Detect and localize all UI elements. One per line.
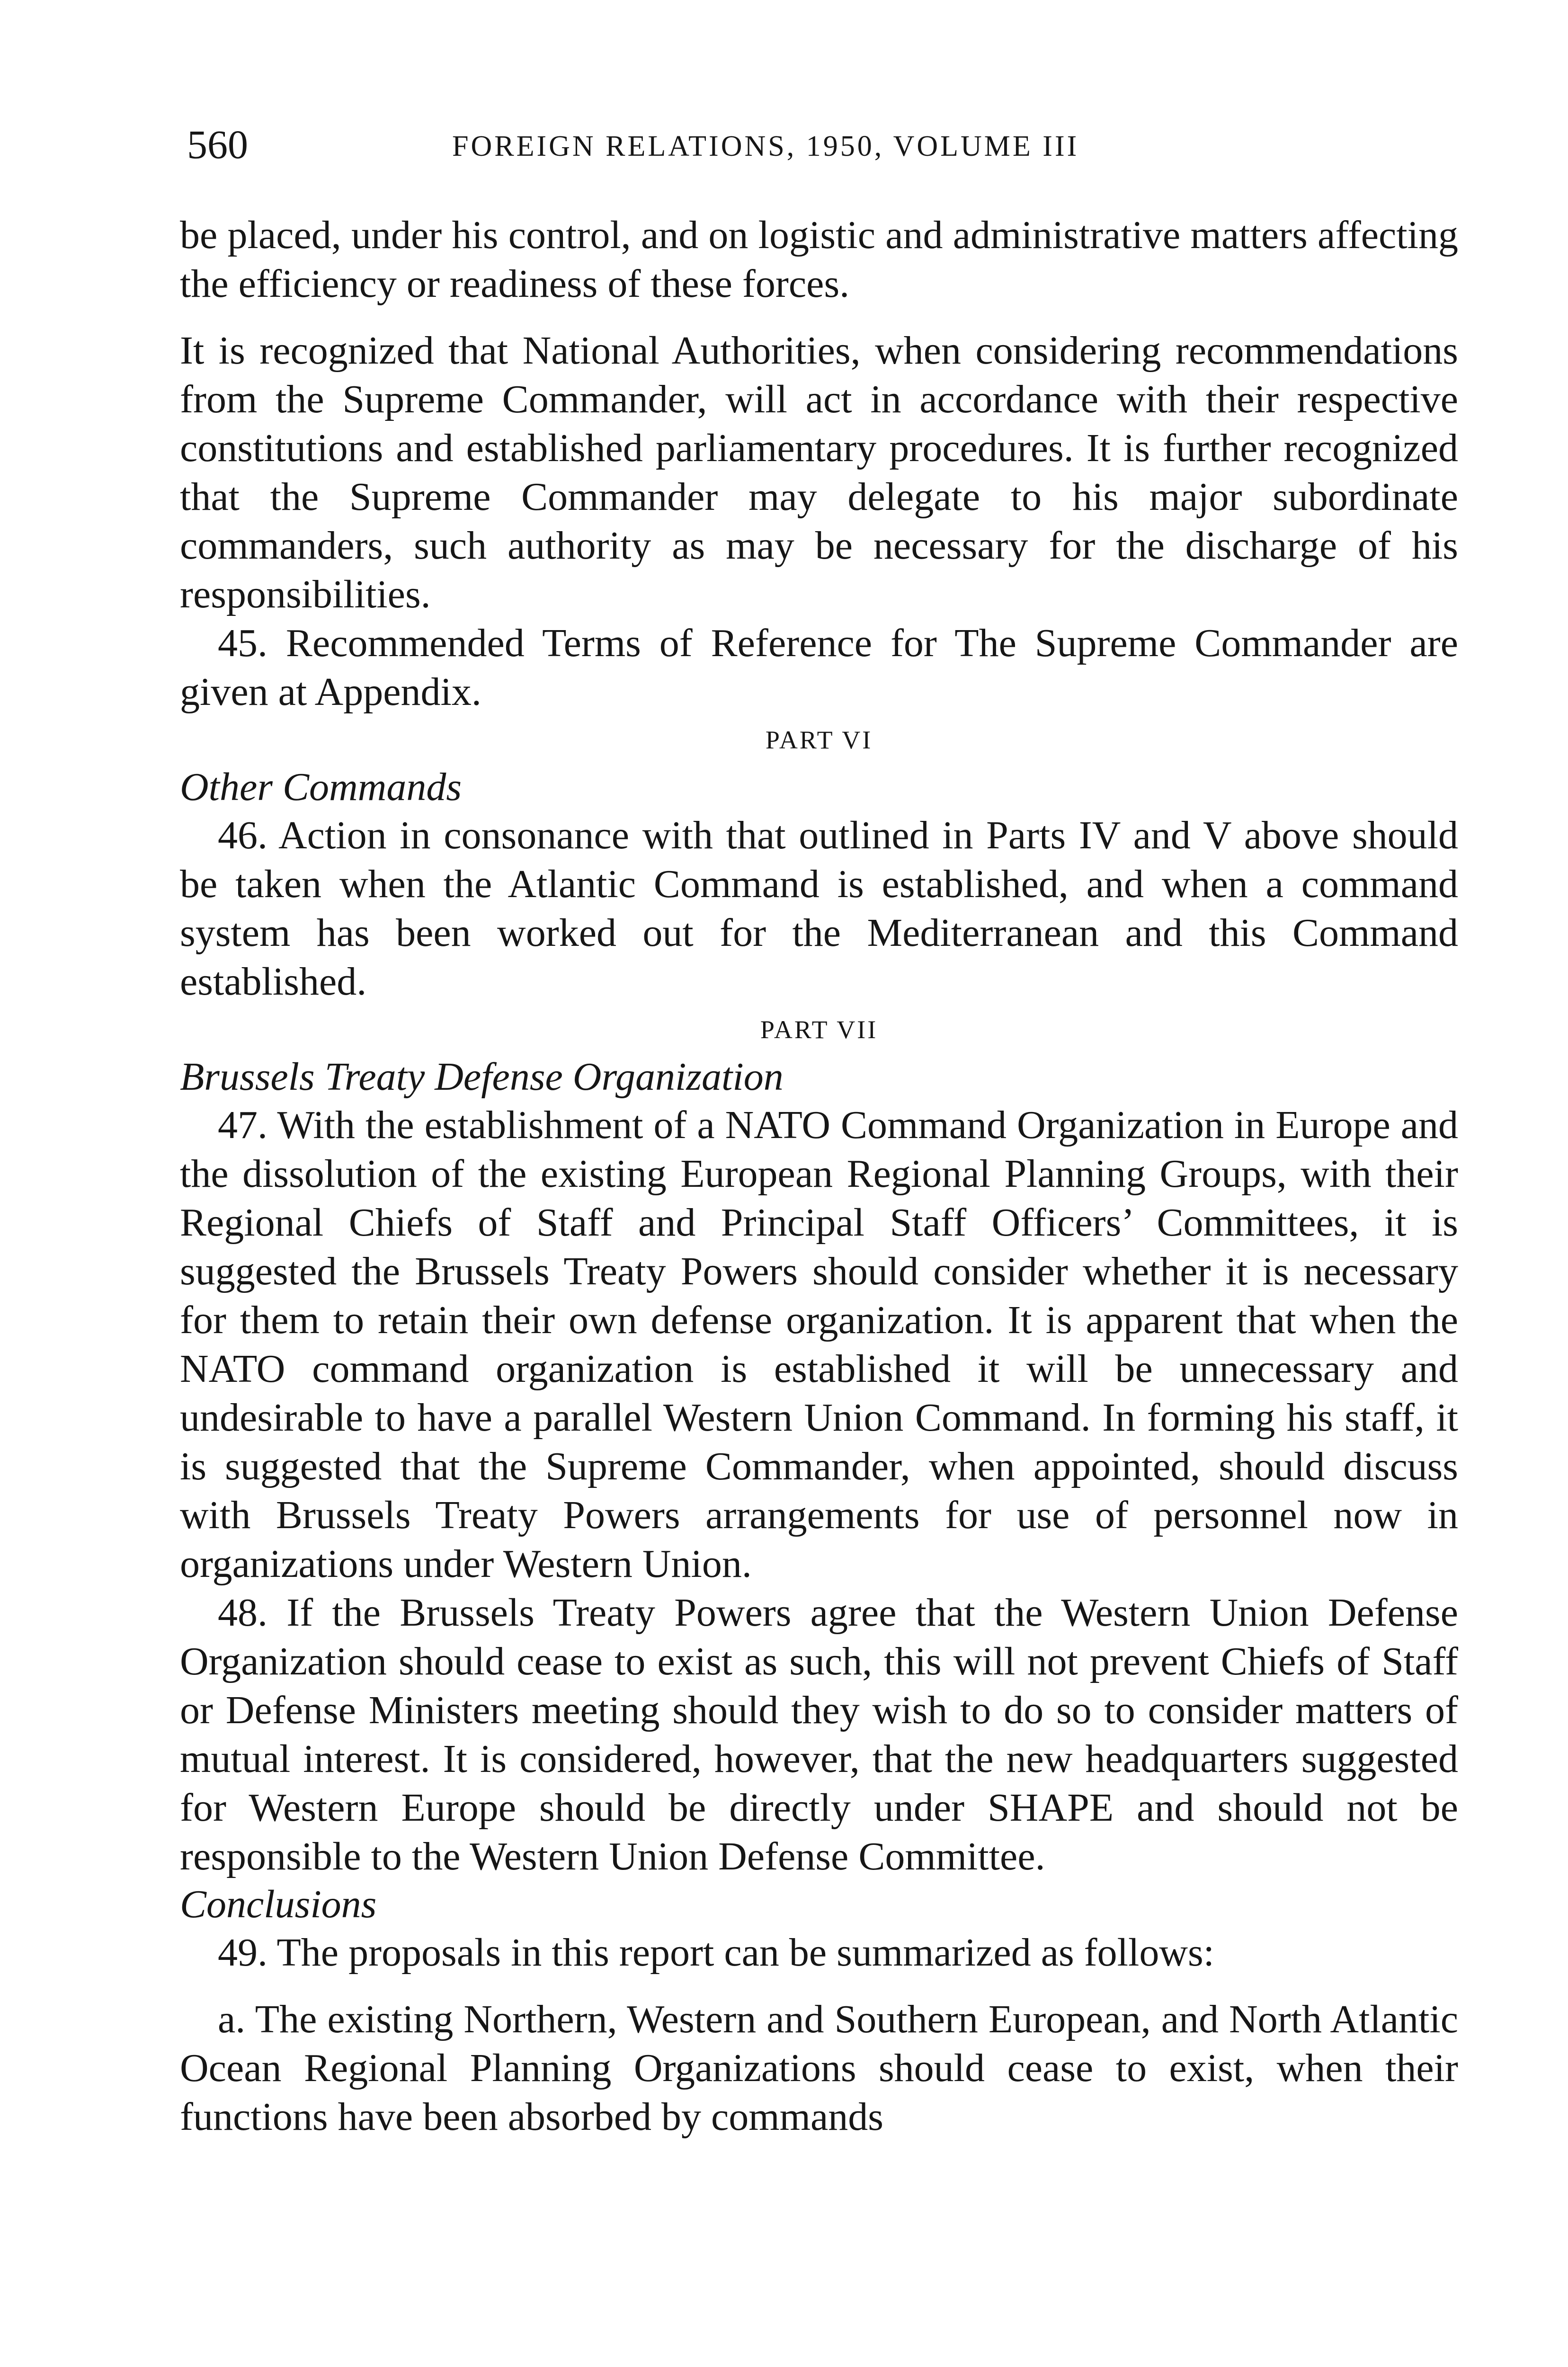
paragraph-continued: be placed, under his control, and on logistic and administrative matters affecting the efficiency or readiness of these forces. xyxy=(180,213,1458,306)
paragraph-45: 45. Recommended Terms of Reference for The Supreme Commander are given at Appendix. xyxy=(180,621,1458,714)
part-vii-heading: PART VII xyxy=(760,1015,878,1044)
paragraph-46: 46. Action in consonance with that outlined in Parts IV and V above should be taken when the Atlantic Command is established, and when a command system has been worked out for the Mediterranean and this Command established. xyxy=(180,813,1458,1004)
part-vi-heading: PART VI xyxy=(765,726,873,754)
running-title: FOREIGN RELATIONS, 1950, VOLUME III xyxy=(452,130,1079,162)
page-number: 560 xyxy=(187,122,248,167)
section-heading-conclusions: Conclusions xyxy=(180,1882,377,1926)
section-heading-other-commands: Other Commands xyxy=(180,765,462,809)
paragraph-48: 48. If the Brussels Treaty Powers agree that the Western Union Defense Organization should cease to exist as such, this will not prevent Chiefs of Staff or Defense Ministers meeting should they wish to do so to consider matters of mutual interest. It is considered, however, that the new headquarters suggested for Western Europe should be directly under SHAPE and should not be responsible to the Western Union Defense Committee. xyxy=(180,1591,1458,1878)
paragraph-national-authorities: It is recognized that National Authorities, when considering recommendations from the Supreme Commander, will act in accordance with their respective constitutions and established parliamentary procedures. It is further recognized that the Supreme Commander may delegate to his major subordinate commanders, such authority as may be necessary for the discharge of his responsibilities. xyxy=(180,329,1458,616)
section-heading-brussels-treaty: Brussels Treaty Defense Organization xyxy=(180,1055,784,1099)
body-text xyxy=(180,211,1458,2141)
paragraph-49: 49. The proposals in this report can be summarized as follows: xyxy=(218,1931,1215,1975)
paragraph-47: 47. With the establishment of a NATO Command Organization in Europe and the dissolution of the existing European Regional Planning Groups, with their Regional Chiefs of Staff and Principal Staff Officers’ Committees, it is suggested the Brussels Treaty Powers should consider whether it is necessary for them to retain their own defense organization. It is apparent that when the NATO command organization is established it will be unnecessary and undesirable to have a parallel Western Union Command. In forming his staff, it is suggested that the Supreme Commander, when appointed, should discuss with Brussels Treaty Powers arrangements for use of personnel now in organizations under Western Union. xyxy=(180,1103,1458,1586)
running-head xyxy=(187,118,1442,170)
paragraph-a: a. The existing Northern, Western and Southern European, and North Atlantic Ocean Regional Planning Organizations should cease to exist, when their functions have been absorbed by commands xyxy=(180,1997,1458,2139)
